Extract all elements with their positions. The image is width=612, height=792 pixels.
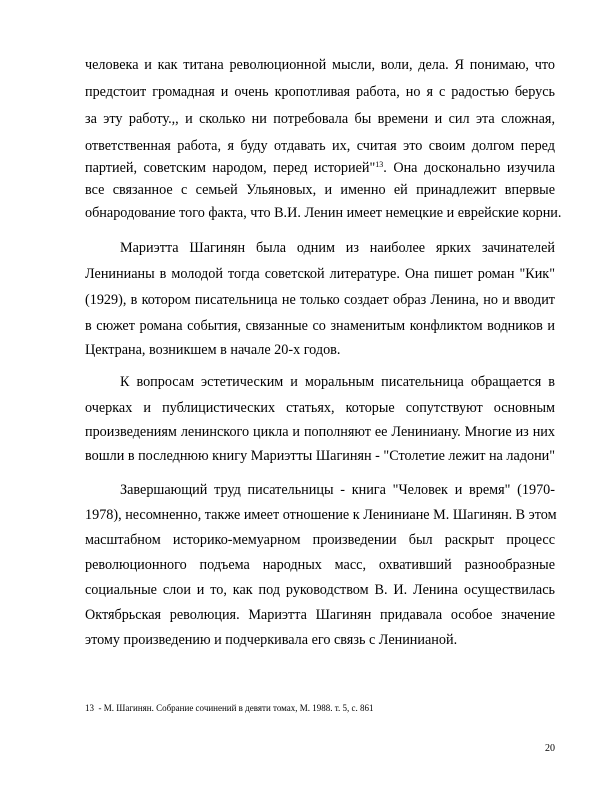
paragraph-4-line-2: 1978), несомненно, также имеет отношение к Лениниане М. Шагинян. В этом — [85, 507, 557, 523]
paragraph-2-line-3: (1929), в котором писательница не только создает образ Ленина, но и вводит — [85, 292, 555, 308]
paragraph-4-line-6: Октябрьская революция. Мариэтта Шагинян придавала особое значение — [85, 607, 555, 623]
paragraph-4-line-1: Завершающий труд писательницы - книга "Человек и время" (1970- — [120, 482, 555, 498]
paragraph-2-line-2: Ленинианы в молодой тогда советской литературе. Она пишет роман "Кик" — [85, 266, 555, 282]
footnote-number: 13 — [85, 703, 94, 713]
paragraph-2-line-1: Мариэтта Шагинян была одним из наиболее ярких зачинателей — [120, 240, 555, 256]
paragraph-1-line-4: ответственная работа, я буду отдавать их, считая это своим долгом перед — [85, 138, 555, 154]
paragraph-1-line-6: все связанное с семьей Ульяновых, и именно ей принадлежит впервые — [85, 182, 555, 198]
paragraph-1-line-7: обнародование того факта, что В.И. Ленин имеет немецкие и еврейские корни. — [85, 205, 562, 221]
paragraph-1-line-5 — [85, 158, 555, 178]
paragraph-3-line-1: К вопросам эстетическим и моральным писательница обращается в — [120, 374, 555, 390]
footnote — [85, 702, 555, 714]
line-5-end: . Она досконально изучила — [383, 160, 555, 176]
paragraph-4-line-7: этому произведению и подчеркивала его связь с Ленинианой. — [85, 632, 458, 648]
paragraph-1-line-3: за эту работу.,, и сколько ни потребовала бы времени и сил эта сложная, — [85, 111, 555, 127]
paragraph-4-line-4: революционного подъема народных масс, охвативший разнообразные — [85, 557, 555, 573]
paragraph-3-line-2: очерках и публицистических статьях, которые сопутствуют основным — [85, 400, 555, 416]
line-5-start: партией, советским народом, перед историей" — [85, 160, 376, 176]
paragraph-4-line-3: масштабном историко-мемуарном произведении был раскрыт процесс — [85, 532, 555, 548]
paragraph-2-line-5: Цектрана, возникшем в начале 20-х годов. — [85, 342, 341, 358]
paragraph-3-line-3: произведениям ленинского цикла и пополняют ее Лениниану. Многие из них — [85, 424, 555, 440]
paragraph-2-line-4: в сюжет романа события, связанные со знаменитым конфликтом водников и — [85, 318, 555, 334]
paragraph-4-line-5: социальные слои и то, как под руководством В. И. Ленина осуществилась — [85, 582, 555, 598]
footnote-reference: 13 — [375, 160, 384, 169]
footnote-text: - М. Шагинян. Собрание сочинений в девяти томах, М. 1988. т. 5, с. 861 — [98, 703, 374, 713]
paragraph-1-line-1: человека и как титана революционной мысли, воли, дела. Я понимаю, что — [85, 57, 555, 73]
paragraph-1-line-2: предстоит громадная и очень кропотливая работа, но я с радостью берусь — [85, 84, 555, 100]
page-number: 20 — [545, 743, 555, 754]
paragraph-3-line-4: вошли в последнюю книгу Мариэтты Шагинян - "Столетие лежит на ладони" — [85, 448, 556, 464]
